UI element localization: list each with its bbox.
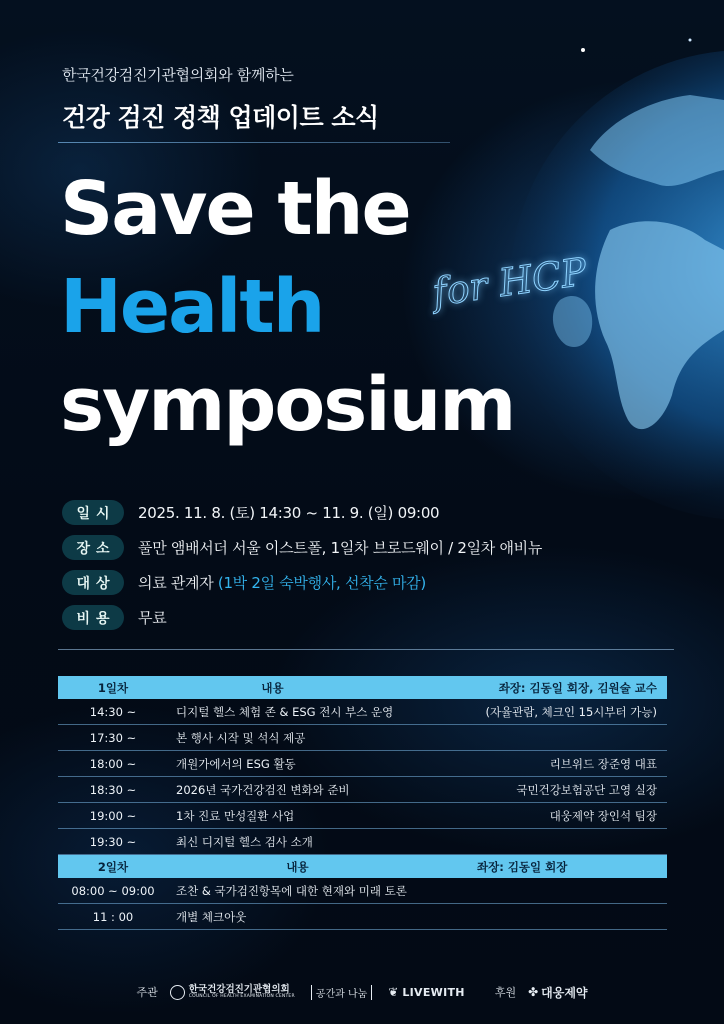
row-time: 14:30 ~ bbox=[89, 704, 137, 719]
table-row bbox=[58, 803, 667, 829]
title-line-1: Save the bbox=[60, 166, 410, 252]
table-row bbox=[58, 751, 667, 777]
info-row-target bbox=[62, 565, 542, 600]
table-row bbox=[58, 904, 667, 930]
title-line-3: symposium bbox=[60, 362, 515, 448]
schedule-table bbox=[58, 676, 667, 930]
table-row bbox=[58, 777, 667, 803]
sponsor bbox=[495, 984, 588, 1001]
sponsor-label: 후원 bbox=[494, 986, 517, 999]
info-value: 풀만 앰배서더 서울 이스트폴, 1일차 브로드웨이 / 2일차 애비뉴 bbox=[138, 539, 543, 557]
headline-divider bbox=[58, 142, 450, 143]
host-label: 주관 bbox=[136, 986, 158, 999]
day1-header bbox=[58, 676, 667, 699]
header-time: 1일차 bbox=[97, 680, 129, 695]
info-value: 무료 bbox=[138, 609, 167, 627]
title-line-2: Health bbox=[60, 264, 324, 350]
info-label: 장소 bbox=[62, 535, 124, 560]
row-content: 개원가에서의 ESG 활동 bbox=[176, 756, 296, 771]
row-content: 개별 체크아웃 bbox=[176, 909, 247, 924]
for-hcp-script: for HCP bbox=[429, 249, 590, 315]
headline: 건강 검진 정책 업데이트 소식 bbox=[62, 103, 379, 132]
footer-sponsors bbox=[0, 978, 724, 1006]
daewoong-logo: 대웅제약 bbox=[541, 985, 588, 1000]
council-logo-sub: COUNCIL OF HEALTH EXAMINATION CENTER bbox=[188, 994, 295, 999]
day2-header bbox=[58, 855, 667, 878]
table-row bbox=[58, 725, 667, 751]
event-info bbox=[62, 495, 542, 635]
info-label: 비용 bbox=[62, 605, 124, 630]
table-row bbox=[58, 699, 667, 725]
row-speaker: (자율관람, 체크인 15시부터 가능) bbox=[485, 704, 657, 719]
partner-space bbox=[311, 985, 372, 1000]
table-row bbox=[58, 878, 667, 904]
info-value bbox=[138, 572, 426, 593]
header-time: 2일차 bbox=[97, 859, 129, 874]
council-logo-main: 한국건강검진기관협의회 bbox=[188, 983, 290, 995]
header-content: 내용 bbox=[286, 859, 309, 874]
council-logo bbox=[189, 985, 295, 1000]
info-value: 2025. 11. 8. (토) 14:30 ~ 11. 9. (일) 09:00 bbox=[138, 504, 440, 522]
row-time: 08:00 ~ 09:00 bbox=[71, 883, 155, 898]
row-time: 19:30 ~ bbox=[89, 834, 137, 849]
row-time: 11 : 00 bbox=[92, 909, 134, 924]
info-label: 일시 bbox=[62, 500, 124, 525]
council-logo-icon bbox=[170, 985, 185, 1000]
info-highlight: (1박 2일 숙박행사, 선착순 마감) bbox=[217, 574, 426, 592]
partner-space-logo: 공간과 나눔 bbox=[311, 985, 372, 1000]
row-time: 19:00 ~ bbox=[89, 808, 137, 823]
header-chair: 좌장: 김동일 회장 bbox=[477, 859, 568, 874]
host bbox=[136, 984, 294, 1000]
partner-livewith bbox=[388, 985, 465, 999]
info-row-date bbox=[62, 495, 542, 530]
row-speaker: 국민건강보험공단 고영 실장 bbox=[516, 782, 657, 797]
section-divider bbox=[58, 649, 674, 650]
header-content: 내용 bbox=[261, 680, 284, 695]
row-time: 18:30 ~ bbox=[89, 782, 137, 797]
row-time: 18:00 ~ bbox=[89, 756, 137, 771]
row-time: 17:30 ~ bbox=[89, 730, 137, 745]
row-content: 최신 디지털 헬스 검사 소개 bbox=[176, 834, 313, 849]
row-content: 1차 진료 만성질환 사업 bbox=[176, 808, 295, 823]
table-row bbox=[58, 829, 667, 855]
info-label: 대상 bbox=[62, 570, 124, 595]
daewoong-logo-icon: ✤ bbox=[528, 985, 539, 999]
row-speaker: 리브위드 장준영 대표 bbox=[549, 756, 657, 771]
row-content: 조찬 & 국가검진항목에 대한 현재와 미래 토론 bbox=[176, 883, 407, 898]
row-content: 2026년 국가건강검진 변화와 준비 bbox=[176, 782, 350, 797]
subtitle: 한국건강검진기관협의회와 함께하는 bbox=[62, 66, 294, 84]
header-chair: 좌장: 김동일 회장, 김원술 교수 bbox=[498, 680, 657, 695]
row-content: 디지털 헬스 체험 존 & ESG 전시 부스 운영 bbox=[176, 704, 394, 719]
info-row-venue bbox=[62, 530, 542, 565]
row-content: 본 행사 시작 및 석식 제공 bbox=[176, 730, 306, 745]
row-speaker: 대웅제약 장인석 팀장 bbox=[549, 808, 657, 823]
livewith-logo-icon: ❦ bbox=[388, 985, 399, 999]
livewith-logo: LIVEWITH bbox=[402, 985, 465, 999]
info-row-cost bbox=[62, 600, 542, 635]
info-value-text: 의료 관계자 bbox=[138, 574, 218, 592]
